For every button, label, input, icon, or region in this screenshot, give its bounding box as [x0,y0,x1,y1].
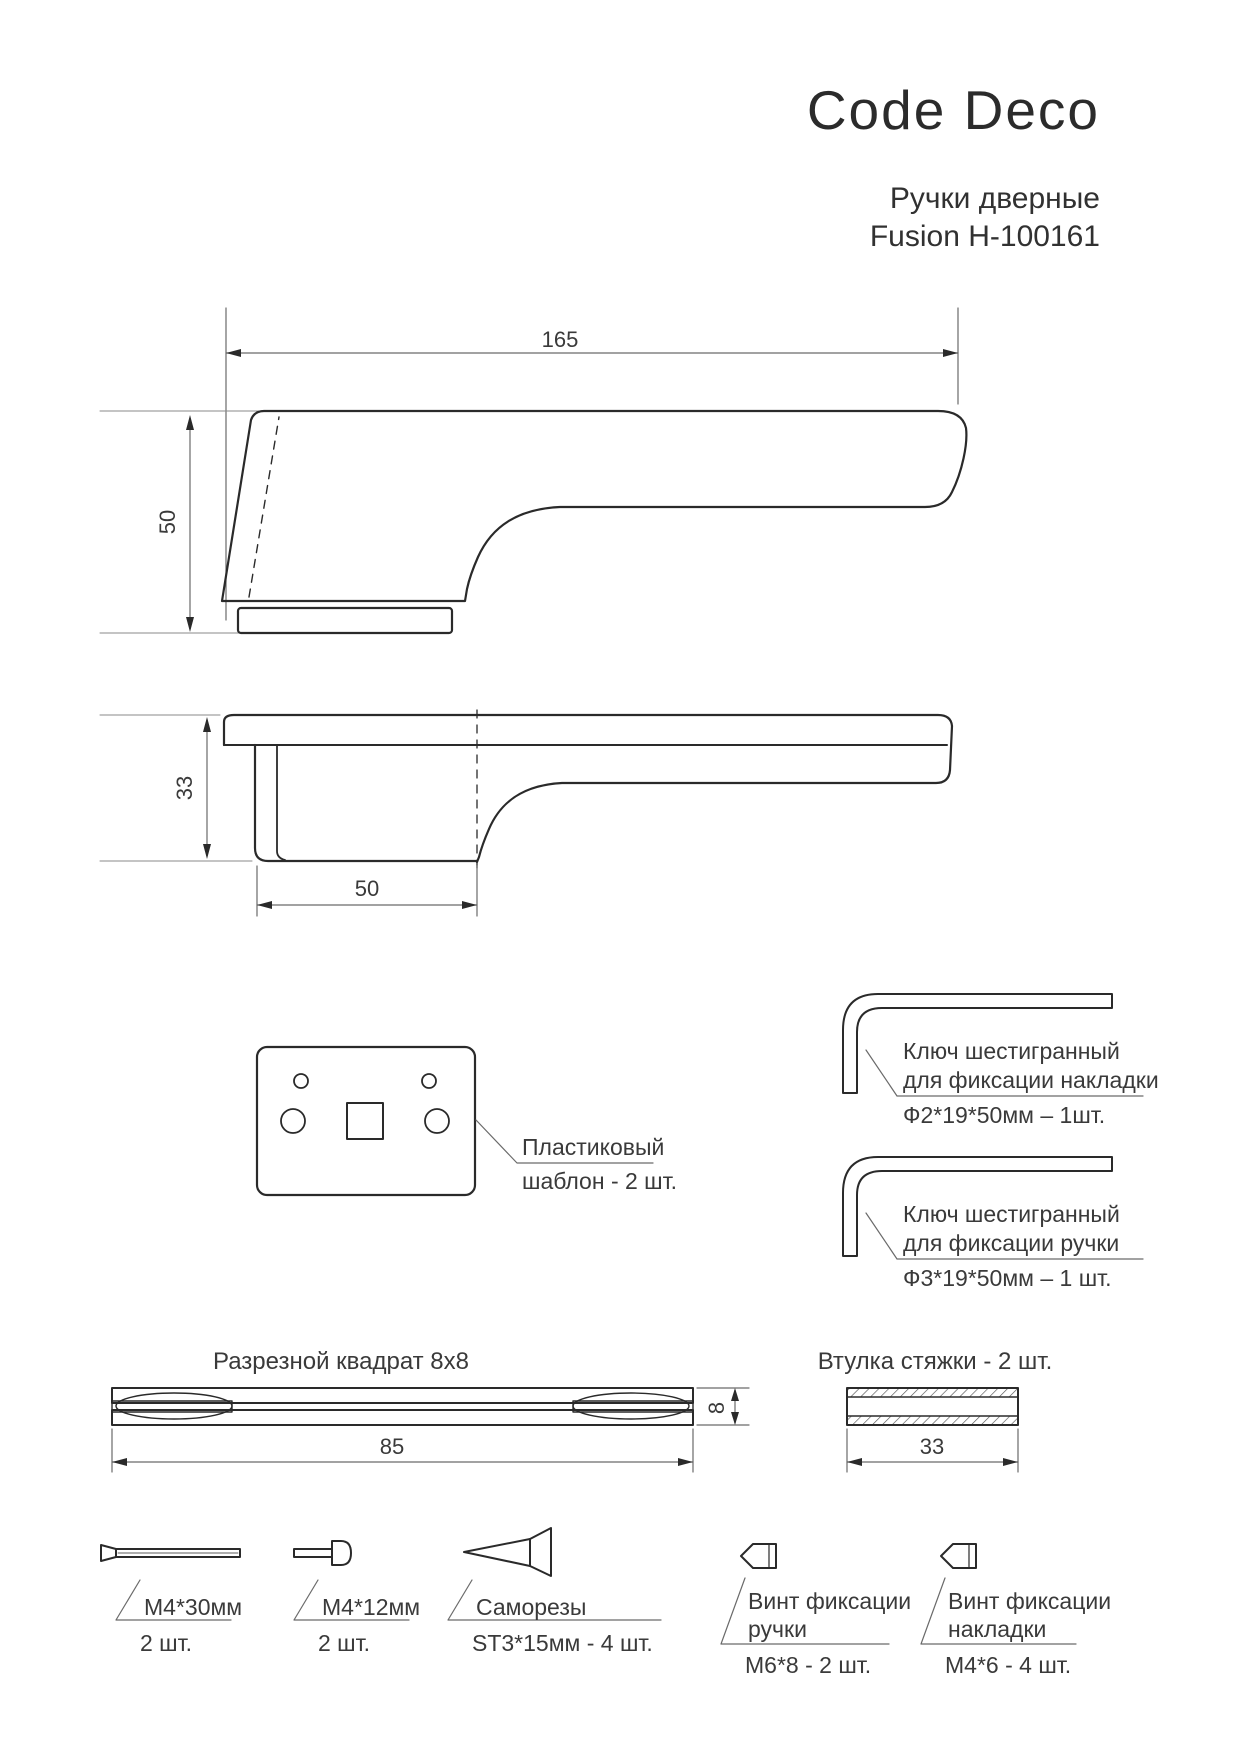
dim-width-50: 50 [354,876,380,901]
self-tapping-qty: ST3*15мм - 4 шт. [472,1630,653,1656]
cover-fix-screw-line2: накладки [948,1616,1047,1642]
dim-length-85: 85 [379,1434,405,1459]
hex-key-cover-spec: Ф2*19*50мм – 1шт. [903,1102,1106,1128]
handle-fix-screw-line2: ручки [748,1616,807,1642]
cover-fix-screw-callout [948,1587,1111,1643]
hex-key-cover-callout [903,1037,1159,1095]
screw-m4-12-label: М4*12мм [322,1594,421,1620]
hex-key-cover-line1: Ключ шестигранный [903,1038,1120,1064]
product-model: Fusion H-100161 [869,220,1100,253]
dim-length-165: 165 [541,327,579,352]
handle-side-view-drawing [100,308,966,633]
brand-logo: Code Deco [806,79,1100,141]
template-callout [522,1130,677,1198]
product-category: Ручки дверные [889,182,1100,215]
self-tapping-label: Саморезы [476,1594,587,1620]
template-label-line2: шаблон - 2 шт. [522,1168,678,1194]
cover-fix-screw-line1: Винт фиксации [948,1588,1112,1614]
dim-height-50: 50 [155,509,180,535]
handle-fix-screw-line1: Винт фиксации [748,1588,912,1614]
hex-key-cover-line2: для фиксации накладки [903,1067,1159,1093]
handle-fix-screw-callout [748,1587,911,1643]
document-title [870,180,1100,256]
handle-fix-screw-qty: М6*8 - 2 шт. [745,1652,872,1678]
template-label-line1: Пластиковый [522,1134,665,1160]
dim-height-33: 33 [172,775,197,801]
sleeve-title: Втулка стяжки - 2 шт. [817,1348,1053,1375]
screw-m4-12-qty: 2 шт. [318,1630,371,1656]
cover-fix-screw-qty: М4*6 - 4 шт. [945,1652,1072,1678]
hex-key-handle-line1: Ключ шестигранный [903,1201,1120,1227]
dim-sleeve-33: 33 [919,1434,945,1459]
split-square-title: Разрезной квадрат 8x8 [213,1348,469,1375]
hex-key-handle-callout [903,1200,1120,1258]
hex-key-handle-spec: Ф3*19*50мм – 1 шт. [903,1265,1112,1291]
screw-m4-30-label: М4*30мм [144,1594,243,1620]
hex-key-handle-line2: для фиксации ручки [903,1230,1120,1256]
dim-size-8: 8 [704,1401,729,1415]
screw-m4-30-qty: 2 шт. [140,1630,193,1656]
split-square-drawing [112,1388,749,1472]
handle-top-view-drawing [100,710,952,916]
